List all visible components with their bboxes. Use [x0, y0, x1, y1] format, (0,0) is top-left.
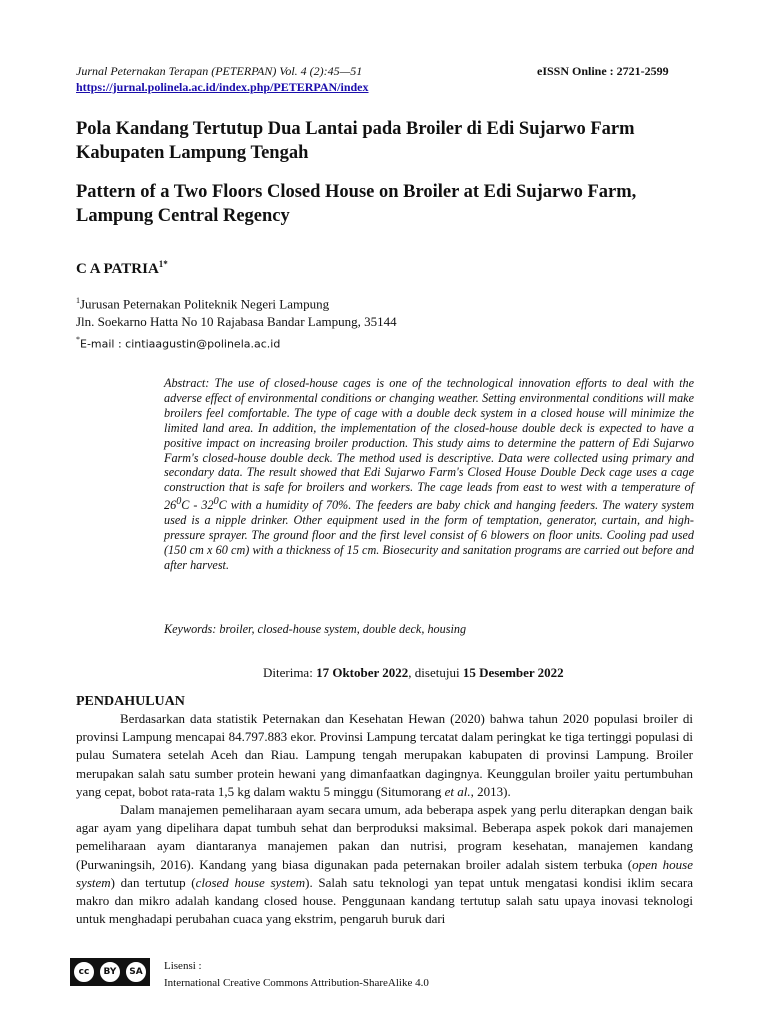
title-indonesian: Pola Kandang Tertutup Dua Lantai pada Broiler di Edi Sujarwo Farm Kabupaten Lampung Tengah [76, 119, 635, 163]
body-text [76, 710, 693, 928]
abstract [164, 376, 694, 573]
abstract-text-1: Abstract: The use of closed-house cages is one of the technological innovation efforts to deal with the adverse effect of environmental conditions or changing weather. Setting environmental conditions will make broilers feel comfortable. The type of cage with a double deck system in a closed house will minimize the limited land area. In addition, the implementation of the closed-house double deck is expected to have a positive impact on increasing broiler production. This study aims to determine the pattern of Edi Sujarwo Farm's closed-house double deck. The method used is descriptive. Data were collected using primary and secondary data. The result showed that Edi Sujarwo Farm's Closed House Double Deck cage uses a cage construction that is safe for broilers and workers. The cage leads from east to west with a temperature of 26 [164, 376, 694, 513]
approved-date: 15 Desember 2022 [462, 665, 564, 680]
affil-sup: 1 [76, 296, 80, 305]
paragraph-2-end: ). Salah satu teknologi yan tepat untuk mengatasi kondisi iklim secara makro dan mikro adalah kandang closed house. Penggunaan kandang tertutup salah satu upaya inovasi teknologi untuk menghadapi perubahan cuaca yang ekstrim, pengaruh buruk dari [76, 874, 693, 927]
email-address[interactable]: E-mail : cintiaagustin@polinela.ac.id [80, 337, 281, 351]
title-english: Pattern of a Two Floors Closed House on Broiler at Edi Sujarwo Farm, Lampung Central Regency [76, 182, 637, 226]
author-sup: 1* [158, 259, 168, 269]
journal-url-link[interactable]: https://jurnal.polinela.ac.id/index.php/PETERPAN/index [76, 80, 369, 94]
license [164, 958, 429, 992]
email-sup: * [76, 335, 80, 345]
affil-dept: Jurusan Peternakan Politeknik Negeri Lampung [80, 296, 330, 312]
section-heading: PENDAHULUAN [76, 694, 185, 709]
abstract-text-3: C with a humidity of 70%. The feeders are baby chick and hanging feeders. The watery system used is a nipple drinker. Other equipment used in the form of temptation, generator, curtain, and high-pressure sprayer. The ground floor and the first level consist of 6 blowers on floor units. Cooling pad used (150 cm x 60 cm) with a thickness of 15 cm. Biosecurity and sanitation programs are carried out before and after harvest. [164, 498, 695, 572]
received-label: Diterima: [263, 665, 317, 680]
abstract-sup-2: 0 [213, 496, 219, 508]
received-date: 17 Oktober 2022 [316, 665, 409, 680]
license-text: International Creative Commons Attribution-ShareAlike 4.0 [164, 977, 429, 989]
sa-icon: SA [125, 961, 147, 983]
approved-label: , disetujui [408, 665, 463, 680]
author-name: C A PATRIA [76, 261, 159, 277]
license-label: Lisensi : [164, 960, 202, 972]
journal-citation: Jurnal Peternakan Terapan (PETERPAN) Vol. 4 (2):45—51 [76, 64, 363, 78]
paragraph-1-text: Berdasarkan data statistik Peternakan dan Kesehatan Hewan (2020) bahwa tahun 2020 populasi broiler di provinsi Lampung mencapai 84.797.883 ekor. Provinsi Lampung tercatat dalam peringkat ke tiga tertinggi populasi di pulau Sumatera setelah Aceh dan Riau. Lampung tengah merupakan kabupaten di provinsi Lampung. Broiler merupakan salah satu sumber protein hewani yang dimanfaatkan dagingnya. Keunggulan broiler yaitu pertumbuhan yang cepat, bobot rata-rata 1,5 kg dalam waktu 5 minggu (Situmorang [76, 711, 693, 799]
paragraph-2 [76, 801, 693, 928]
abstract-text-2: C - 32 [181, 498, 214, 513]
paragraph-2-italic-1: open house system [76, 856, 694, 890]
abstract-sup-1: 0 [176, 496, 182, 508]
issn: eISSN Online : 2721-2599 [537, 64, 669, 78]
keywords: Keywords: broiler, closed-house system, double deck, housing [164, 622, 467, 636]
by-icon: BY [99, 961, 121, 983]
affiliation [76, 292, 676, 354]
paragraph-1-end: , 2013). [470, 783, 511, 799]
cc-icon: cc [73, 961, 95, 983]
paragraph-2-text: Dalam manajemen pemeliharaan ayam secara umum, ada beberapa aspek yang perlu diterapkan dengan baik agar ayam yang dipelihara dapat tumbuh sehat dan berproduksi maksimal. Beberapa aspek pokok dari manajemen pemeliharaan ayam diantaranya manajemen pakan dan nutrisi, program kesehatan, manajemen kandang (Purwaningsih, 2016). Kandang yang biasa digunakan pada peternakan broiler adalah sistem terbuka ( [76, 802, 693, 872]
paragraph-1 [76, 710, 693, 801]
cc-by-sa-logo [70, 958, 150, 986]
paragraph-1-italic: et al. [444, 783, 471, 799]
paragraph-2-italic-2: closed house system [195, 874, 306, 890]
affil-address: Jln. Soekarno Hatta No 10 Rajabasa Bandar Lampung, 35144 [76, 314, 397, 330]
submission-dates [263, 665, 564, 681]
author [76, 259, 168, 278]
paragraph-2-mid: ) dan tertutup ( [110, 874, 196, 890]
